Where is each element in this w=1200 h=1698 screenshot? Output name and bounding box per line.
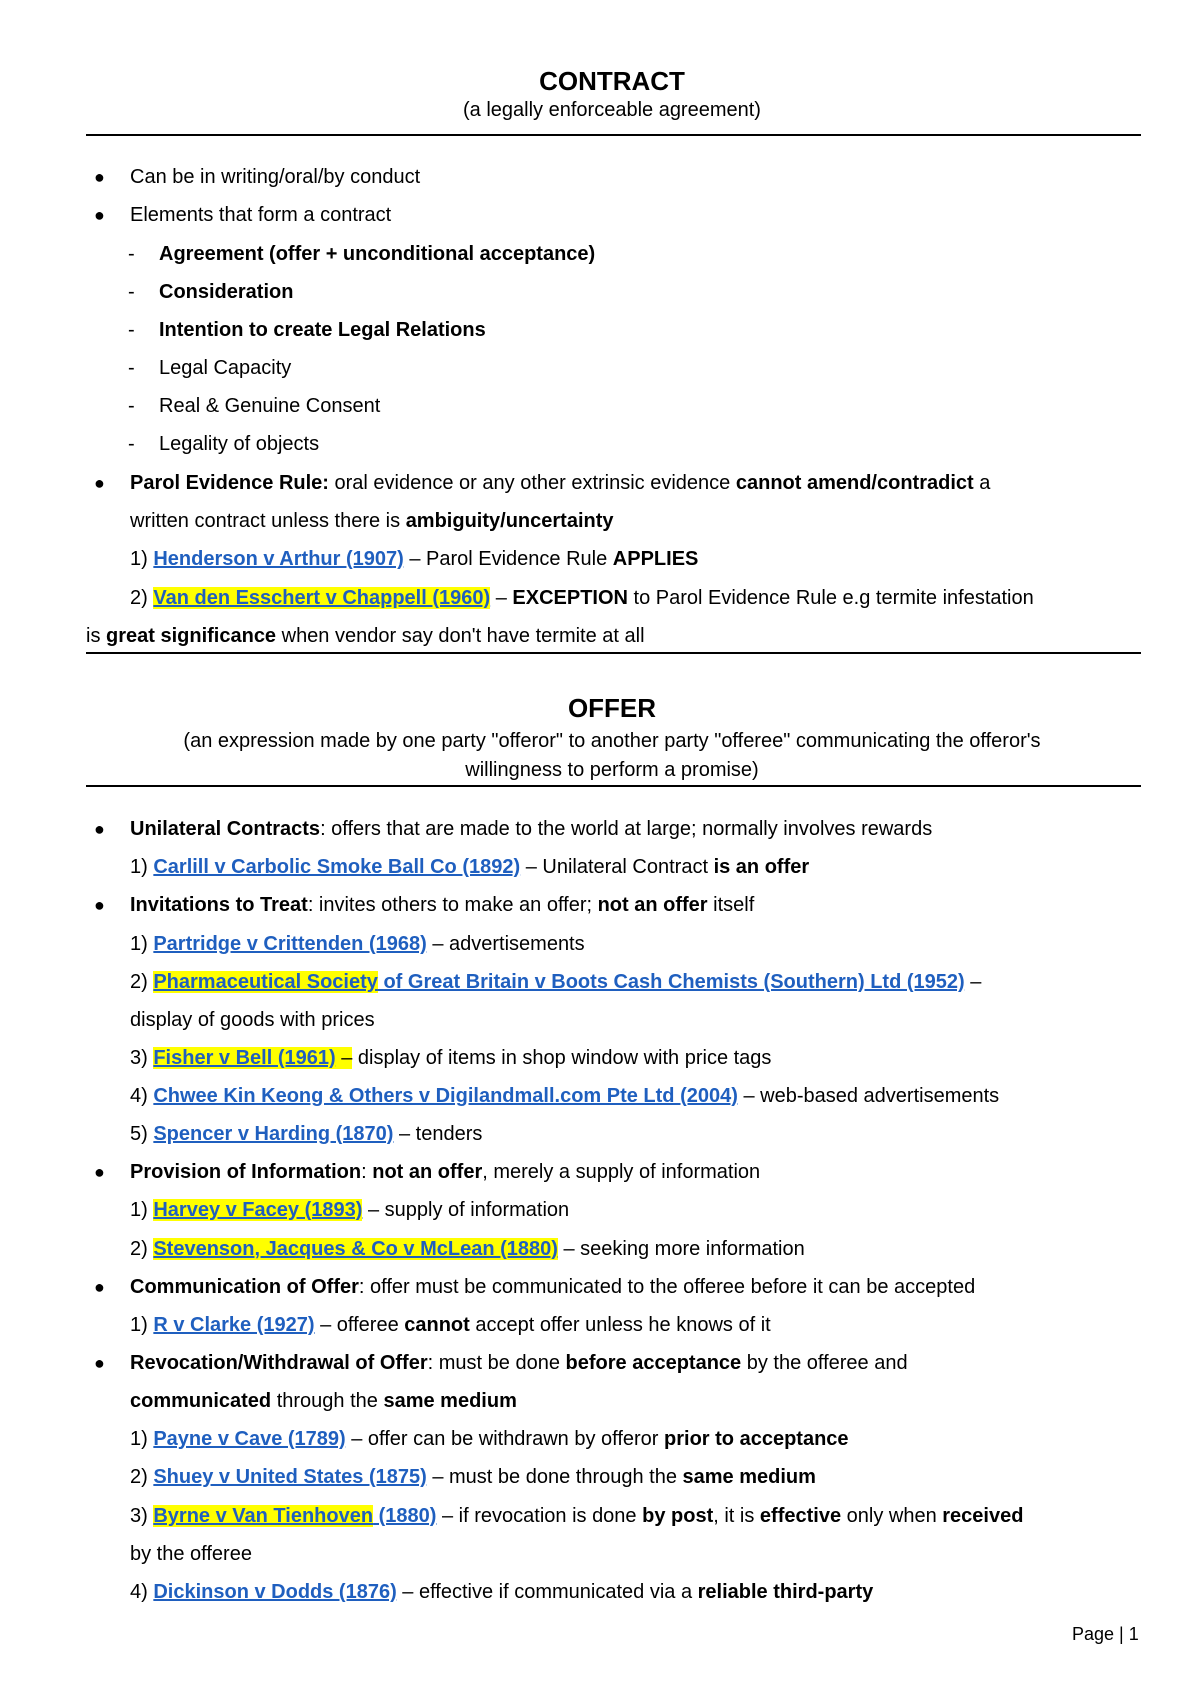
text: by the offeree and [741, 1352, 908, 1374]
case-number: 1) [130, 1428, 154, 1450]
case-link[interactable]: Van den Esschert v Chappell (1960) [153, 587, 491, 609]
text: : offer must be communicated to the offeree before it can be accepted [358, 1276, 976, 1298]
emphasis: cannot [404, 1314, 470, 1336]
case-link[interactable]: Carlill v Carbolic Smoke Ball Co (1892) [153, 856, 521, 878]
emphasis: prior to acceptance [664, 1428, 849, 1450]
bullet-icon: ● [94, 473, 105, 493]
case-link[interactable]: Spencer v Harding (1870) [153, 1123, 394, 1145]
emphasis: not an offer [597, 894, 708, 916]
text: – advertisements [426, 933, 585, 955]
case-link[interactable]: (1880) [373, 1505, 437, 1527]
emphasis: same medium [682, 1466, 816, 1488]
case-item [130, 586, 1034, 610]
text: – seeking more information [557, 1238, 805, 1260]
text: only when [841, 1505, 943, 1527]
case-link[interactable]: Chwee Kin Keong & Others v Digilandmall.com Pte Ltd (2004) [153, 1085, 738, 1107]
case-link[interactable]: Payne v Cave (1789) [153, 1428, 346, 1450]
text: is [86, 625, 106, 647]
emphasis: not an offer [372, 1161, 483, 1183]
emphasis: received [942, 1505, 1024, 1527]
case-item [130, 855, 809, 879]
text: – [335, 1047, 353, 1069]
case-number: 1) [130, 856, 154, 878]
emphasis: great significance [106, 625, 277, 647]
list-item [130, 893, 754, 917]
case-link[interactable]: Pharmaceutical Society [153, 971, 378, 993]
text: – web-based advertisements [737, 1085, 1000, 1107]
section-title-offer: OFFER [567, 693, 657, 723]
emphasis: by post [642, 1505, 714, 1527]
list-item: Can be in writing/oral/by conduct [130, 166, 421, 188]
case-link[interactable]: Stevenson, Jacques & Co v McLean (1880) [153, 1238, 558, 1260]
term-label: Parol Evidence Rule: [130, 472, 329, 494]
text: through the [271, 1390, 384, 1412]
divider [86, 785, 1141, 787]
text: – Unilateral Contract [520, 856, 714, 878]
text: written contract unless there is [130, 510, 406, 532]
case-number: 2) [130, 587, 154, 609]
case-item [130, 1237, 805, 1261]
list-item-continuation [130, 1389, 517, 1413]
case-link[interactable]: Shuey v United States (1875) [153, 1466, 427, 1488]
element-item: Legality of objects [159, 433, 320, 455]
case-item [130, 547, 698, 571]
page-number: Page | 1 [1072, 1624, 1139, 1644]
case-link[interactable]: Harvey v Facey (1893) [153, 1199, 363, 1221]
dash-icon: - [128, 281, 135, 303]
dash-icon: - [128, 319, 135, 341]
case-item [130, 1580, 873, 1604]
case-number: 4) [130, 1085, 154, 1107]
text: – if revocation is done [436, 1505, 643, 1527]
text: when vendor say don't have termite at all [276, 625, 645, 647]
dash-icon: - [128, 243, 135, 265]
list-item [130, 1160, 760, 1184]
case-item [130, 1198, 569, 1222]
bullet-icon: ● [94, 167, 105, 187]
element-item: Legal Capacity [159, 357, 292, 379]
emphasis: effective [759, 1505, 842, 1527]
case-item [130, 1084, 999, 1108]
term-label: Communication of Offer [130, 1276, 359, 1298]
text: to Parol Evidence Rule e.g termite infestation [627, 587, 1034, 609]
dash-icon: - [128, 395, 135, 417]
text: – effective if communicated via a [396, 1581, 698, 1603]
element-item: Agreement (offer + unconditional acceptance) [159, 243, 596, 265]
case-number: 3) [130, 1047, 154, 1069]
case-number: 3) [130, 1505, 154, 1527]
bullet-icon: ● [94, 819, 105, 839]
case-number: 1) [130, 1199, 154, 1221]
text: a [973, 472, 991, 494]
case-item [130, 970, 981, 994]
text: – supply of information [362, 1199, 570, 1221]
text: – [964, 971, 982, 993]
text: – [490, 587, 513, 609]
case-link[interactable]: Dickinson v Dodds (1876) [153, 1581, 397, 1603]
emphasis: EXCEPTION [512, 587, 628, 609]
list-item [130, 471, 990, 495]
text: – must be done through the [426, 1466, 683, 1488]
section-subtitle-offer: (an expression made by one party "offeror" to another party "offeree" communicating the offeror's [183, 730, 1041, 752]
text: , it is [713, 1505, 760, 1527]
text: , merely a supply of information [482, 1161, 761, 1183]
case-item [130, 1122, 482, 1146]
case-number: 2) [130, 971, 154, 993]
case-number: 2) [130, 1238, 154, 1260]
case-link[interactable]: Fisher v Bell (1961) [153, 1047, 336, 1069]
case-item-continuation: by the offeree [130, 1543, 252, 1565]
emphasis: before acceptance [565, 1352, 742, 1374]
text: – tenders [393, 1123, 483, 1145]
case-item [130, 1313, 771, 1337]
text: display of items in shop window with price tags [352, 1047, 772, 1069]
section-subtitle-offer: willingness to perform a promise) [465, 759, 759, 781]
text: : offers that are made to the world at large; normally involves rewards [320, 818, 933, 840]
text: – offeree [314, 1314, 405, 1336]
divider [86, 652, 1141, 654]
element-item: Consideration [159, 281, 294, 303]
case-link[interactable]: Henderson v Arthur (1907) [153, 548, 404, 570]
element-item: Real & Genuine Consent [159, 395, 381, 417]
text: itself [707, 894, 755, 916]
emphasis: reliable third-party [697, 1581, 874, 1603]
dash-icon: - [128, 357, 135, 379]
element-item: Intention to create Legal Relations [159, 319, 486, 341]
case-item [130, 1504, 1023, 1528]
text: – Parol Evidence Rule [403, 548, 613, 570]
case-link[interactable]: Byrne v Van Tienhoven [153, 1505, 374, 1527]
case-link[interactable]: of Great Britain v Boots Cash Chemists (Southern) Ltd (1952) [377, 971, 965, 993]
text: : [361, 1161, 373, 1183]
section-subtitle-contract: (a legally enforceable agreement) [463, 99, 761, 121]
list-item: Elements that form a contract [130, 204, 392, 226]
list-item [130, 1351, 908, 1375]
term-label: Provision of Information [130, 1161, 362, 1183]
case-item [130, 1465, 816, 1489]
term-label: Revocation/Withdrawal of Offer [130, 1352, 428, 1374]
bullet-icon: ● [94, 1162, 105, 1182]
case-number: 2) [130, 1466, 154, 1488]
dash-icon: - [128, 433, 135, 455]
case-item-continuation: display of goods with prices [130, 1009, 375, 1031]
text: oral evidence or any other extrinsic evidence [328, 472, 736, 494]
emphasis: same medium [383, 1390, 517, 1412]
case-number: 1) [130, 1314, 154, 1336]
list-item-continuation [130, 509, 614, 533]
case-link[interactable]: R v Clarke (1927) [153, 1314, 315, 1336]
case-item-continuation [86, 624, 645, 648]
text: – offer can be withdrawn by offeror [345, 1428, 665, 1450]
list-item [130, 1275, 975, 1299]
text: accept offer unless he knows of it [469, 1314, 771, 1336]
case-item [130, 1427, 849, 1451]
case-number: 5) [130, 1123, 154, 1145]
term-label: Invitations to Treat [130, 894, 308, 916]
divider [86, 134, 1141, 136]
bullet-icon: ● [94, 1277, 105, 1297]
text: : must be done [427, 1352, 566, 1374]
emphasis: ambiguity/uncertainty [405, 510, 614, 532]
bullet-icon: ● [94, 1353, 105, 1373]
case-item [130, 1046, 771, 1070]
emphasis: is an offer [713, 856, 810, 878]
list-item [130, 817, 932, 841]
case-number: 1) [130, 548, 154, 570]
case-item [130, 932, 585, 956]
case-number: 1) [130, 933, 154, 955]
bullet-icon: ● [94, 895, 105, 915]
emphasis: APPLIES [612, 548, 699, 570]
emphasis: cannot amend/contradict [735, 472, 974, 494]
section-title-contract: CONTRACT [539, 66, 685, 96]
bullet-icon: ● [94, 205, 105, 225]
case-number: 4) [130, 1581, 154, 1603]
text: : invites others to make an offer; [307, 894, 598, 916]
case-link[interactable]: Partridge v Crittenden (1968) [153, 933, 427, 955]
term-label: Unilateral Contracts [130, 818, 321, 840]
emphasis: communicated [130, 1390, 272, 1412]
